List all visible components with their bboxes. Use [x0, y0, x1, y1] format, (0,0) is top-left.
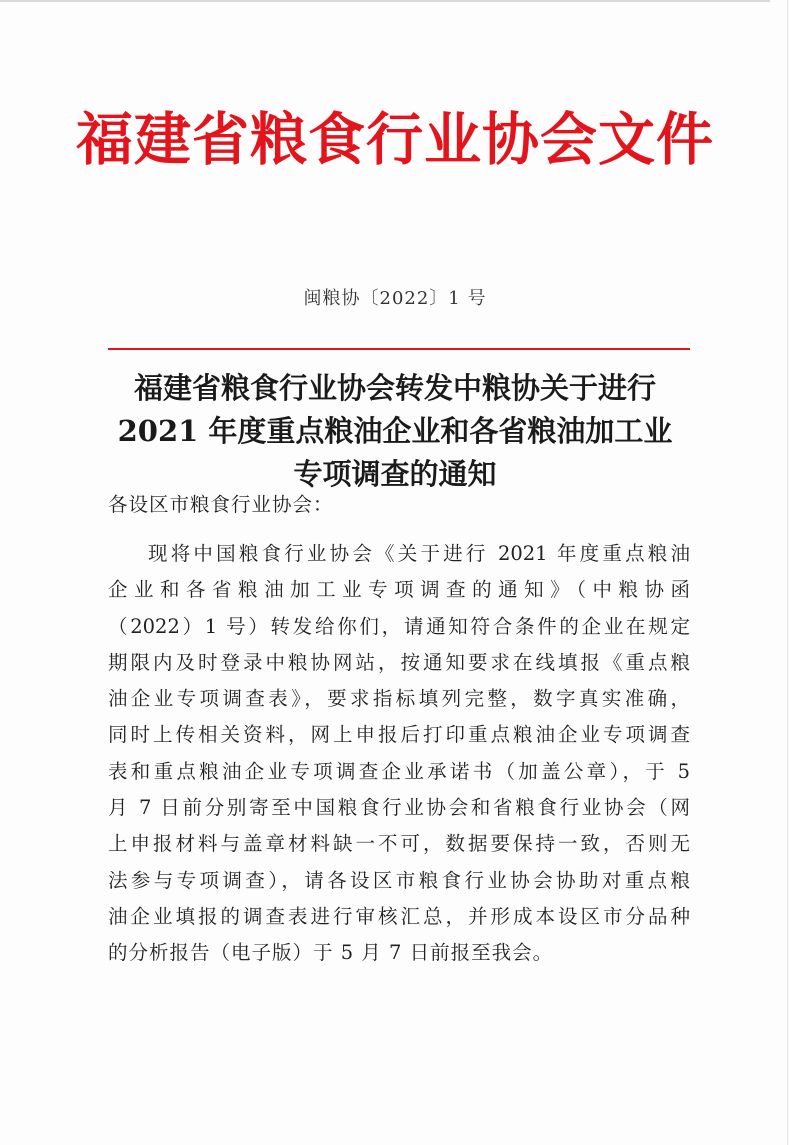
notice-title [60, 367, 730, 496]
body-line: （2022）1 号）转发给你们，请通知符合条件的企业在规定 [108, 614, 690, 638]
masthead-title: 福建省粮食行业协会文件 [76, 107, 714, 173]
body-line: 表和重点粮油企业专项调查企业承诺书（加盖公章），于 5 [108, 759, 690, 783]
scan-top-edge [0, 0, 770, 2]
notice-title-line: 2021 年度重点粮油企业和各省粮油加工业 [117, 414, 673, 448]
body-line: 油企业填报的调查表进行审核汇总，并形成本设区市分品种 [108, 904, 690, 928]
body-line: 现将中国粮食行业协会《关于进行 2021 年度重点粮油 [148, 542, 690, 565]
body-line: 同时上传相关资料，网上申报后打印重点粮油企业专项调查 [108, 723, 690, 747]
body-line: 企业和各省粮油加工业专项调查的通知》（中粮协函 [108, 578, 690, 602]
body-paragraph [108, 536, 690, 972]
scan-right-edge [787, 0, 788, 1145]
body-line: 上申报材料与盖章材料缺一不可，数据要保持一致，否则无 [108, 832, 690, 856]
red-divider-line [108, 348, 690, 350]
salutation: 各设区市粮食行业协会： [108, 493, 334, 516]
document-number: 闽粮协〔2022〕1 号 [303, 288, 487, 309]
notice-title-line: 福建省粮食行业协会转发中粮协关于进行 [133, 371, 656, 405]
notice-title-line: 专项调查的通知 [293, 457, 497, 491]
body-line: 法参与专项调查），请各设区市粮食行业协会协助对重点粮 [108, 868, 690, 892]
body-line: 期限内及时登录中粮协网站，按通知要求在线填报《重点粮 [108, 650, 690, 674]
body-line: 月 7 日前分别寄至中国粮食行业协会和省粮食行业协会（网 [108, 796, 690, 820]
body-line: 油企业专项调查表》，要求指标填列完整，数字真实准确， [108, 687, 690, 711]
body-line: 的分析报告（电子版）于 5 月 7 日前报至我会。 [108, 941, 554, 965]
